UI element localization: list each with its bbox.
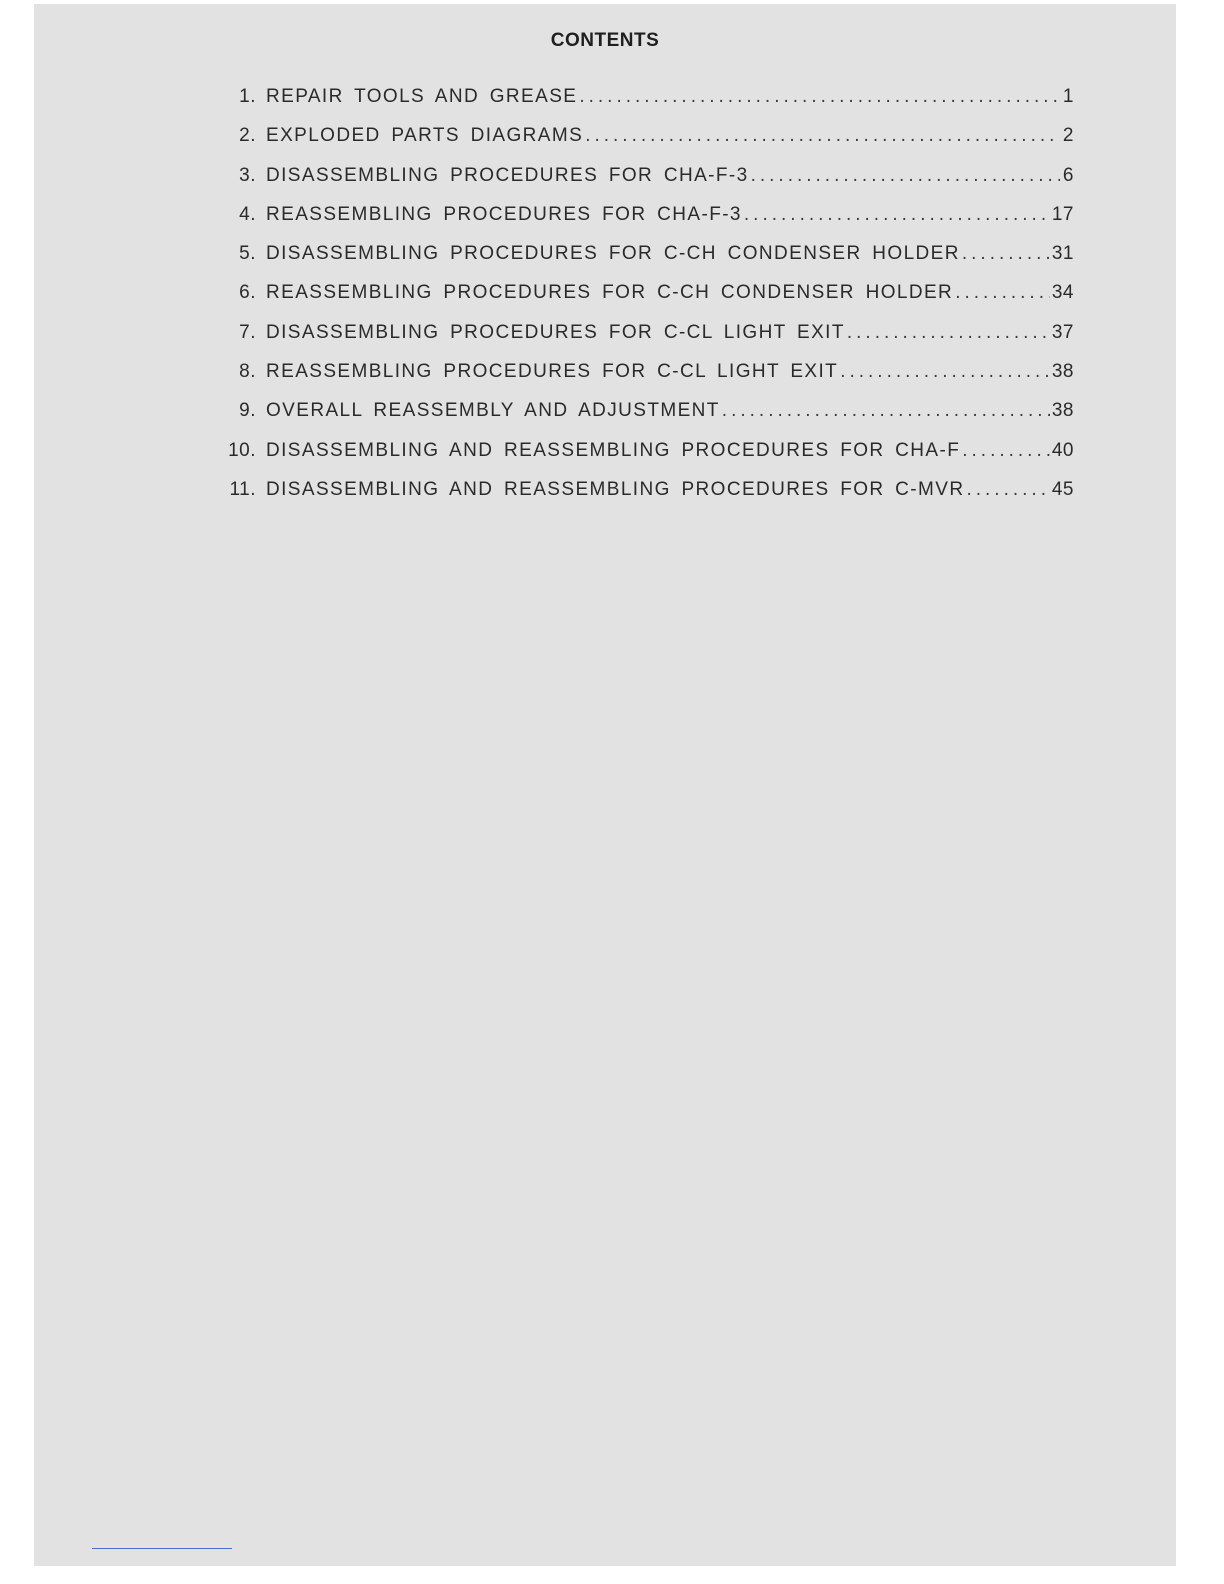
toc-entry-page: 6 [1062,164,1074,186]
document-page [34,4,1176,1566]
toc-entry-1 [212,86,1074,125]
toc-entry-page: 40 [1051,439,1074,461]
toc-entry-number: 1. [239,86,256,107]
dot-leader [966,479,1049,501]
toc-entry-3 [212,165,1074,204]
toc-entry-number: 9. [239,400,256,422]
toc-entry-number: 3. [239,164,256,186]
toc-entry-5 [212,243,1074,282]
toc-entry-title: DISASSEMBLING PROCEDURES FOR C-CH CONDENSER HOLDER [266,243,960,265]
toc-entry-11 [212,479,1074,518]
toc-entry-title: REASSEMBLING PROCEDURES FOR C-CH CONDENSER HOLDER [266,282,954,304]
dot-leader [585,125,1060,147]
toc-entry-title: DISASSEMBLING AND REASSEMBLING PROCEDURES FOR CHA-F [266,439,961,461]
toc-entry-title: DISASSEMBLING PROCEDURES FOR C-CL LIGHT EXIT [266,321,845,343]
toc-entry-page: 37 [1051,321,1074,343]
toc-entry-page: 2 [1062,125,1074,147]
toc-entry-6 [212,282,1074,321]
toc-entry-9 [212,400,1074,439]
dot-leader [962,440,1050,462]
dot-leader [722,400,1050,422]
dot-leader [744,204,1050,226]
toc-entry-title: DISASSEMBLING AND REASSEMBLING PROCEDURES FOR C-MVR [266,478,965,500]
toc-entry-4 [212,204,1074,243]
toc-entry-page: 34 [1051,282,1074,304]
toc-entry-10 [212,440,1074,479]
toc-entry-number: 11. [229,478,256,500]
toc-entry-number: 10. [228,439,256,461]
footer-rule [92,1548,232,1549]
toc-entry-number: 4. [239,203,256,225]
dot-leader [579,86,1060,108]
dot-leader [847,322,1050,344]
toc-entry-number: 8. [239,361,256,383]
toc-entry-2 [212,125,1074,164]
toc-entry-page: 38 [1051,400,1074,422]
dot-leader [751,165,1060,187]
toc-entry-title: EXPLODED PARTS DIAGRAMS [266,125,584,147]
toc-entry-7 [212,322,1074,361]
toc-entry-title: DISASSEMBLING PROCEDURES FOR CHA-F-3 [266,164,749,186]
toc-entry-number: 7. [239,321,256,343]
toc-entry-number: 5. [239,243,256,265]
toc-entry-page: 31 [1051,243,1074,265]
dot-leader [962,243,1050,265]
toc-entry-page: 45 [1051,478,1074,500]
toc-entry-page: 17 [1051,203,1074,225]
toc-entry-number: 2. [239,125,256,147]
toc-entry-number: 6. [239,282,256,304]
dot-leader [840,361,1050,383]
toc-entry-page: 38 [1051,361,1074,383]
contents-title: CONTENTS [550,30,660,51]
toc-entry-8 [212,361,1074,400]
toc-entry-title: REPAIR TOOLS AND GREASE [266,86,578,107]
table-of-contents [212,86,1074,518]
dot-leader [955,282,1050,304]
toc-entry-page: 1 [1062,86,1074,107]
toc-entry-title: OVERALL REASSEMBLY AND ADJUSTMENT [266,400,720,422]
toc-entry-title: REASSEMBLING PROCEDURES FOR CHA-F-3 [266,203,742,225]
toc-entry-title: REASSEMBLING PROCEDURES FOR C-CL LIGHT EXIT [266,361,839,383]
